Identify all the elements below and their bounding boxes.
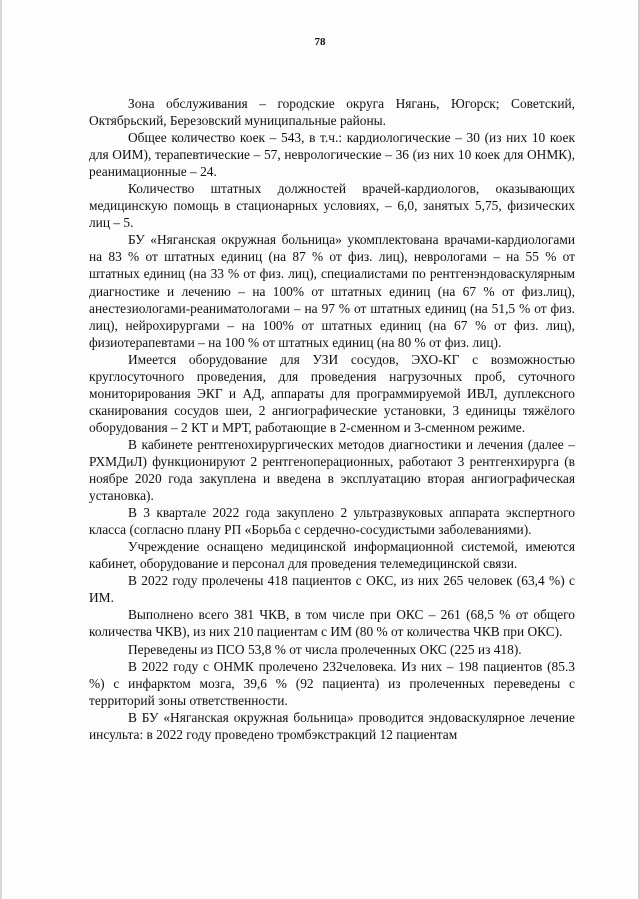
- paragraph-beds: Общее количество коек – 543, в т.ч.: кардиологические – 30 (из них 10 коек для ОИМ), терапевтические – 57, неврологические – 36 (из них 10 коек для ОНМК), реанимационные – 24.: [89, 130, 575, 180]
- paragraph-service-area: Зона обслуживания – городские округа Нягань, Югорск; Советский, Октябрьский, Березовский муниципальные районы.: [89, 96, 575, 129]
- paragraph-transfers: Переведены из ПСО 53,8 % от числа пролеченных ОКС (225 из 418).: [128, 641, 522, 657]
- paragraph-xray-surgery: В кабинете рентгенохирургических методов диагностики и лечения (далее – РХМДиЛ) функционируют 2 рентгеноперационных, работают 3 рентгенхирурга (в ноябре 2020 года закуплена и введена в эксплуатацию вторая ангиографическая установка).: [89, 436, 575, 504]
- paragraph-pci: Выполнено всего 381 ЧКВ, в том числе при ОКС – 261 (68,5 % от общего количества ЧКВ), из них 210 пациентам с ИМ (80 % от количества ЧКВ при ОКС).: [89, 607, 575, 640]
- body-text: [89, 95, 575, 743]
- paragraph-stroke-patients: В 2022 году с ОНМК пролечено 232человека. Из них – 198 пациентов (85.3 %) с инфарктом мозга, 39,6 % (92 пациента) из пролеченных переведены с территорий зоны ответственности.: [89, 658, 575, 708]
- scan-edge-left: [0, 0, 2, 899]
- paragraph-ultrasound-purchase: В 3 квартале 2022 года закуплено 2 ультразвуковых аппарата экспертного класса (согласно плану РП «Борьба с сердечно-сосудистыми заболеваниями).: [89, 505, 575, 538]
- paragraph-equipment: Имеется оборудование для УЗИ сосудов, ЭХО-КГ с возможностью круглосуточного проведения, для проведения нагрузочных проб, суточного мониторирования ЭКГ и АД, аппараты для программируемой ИВЛ, дуплексного сканирования сосудов шеи, 2 ангиографические установки, 3 единицы тяжёлого оборудования – 2 КТ и МРТ, работающие в 2-сменном и 3-сменном режиме.: [89, 351, 575, 435]
- page-number: 78: [314, 36, 326, 48]
- paragraph-oks-patients: В 2022 году пролечены 418 пациентов с ОКС, из них 265 человек (63,4 %) с ИМ.: [89, 573, 575, 606]
- paragraph-staffing: БУ «Няганская окружная больница» укомплектована врачами-кардиологами на 83 % от штатных единиц (на 87 % от физ. лиц), неврологами – на 55 % от штатных единиц (на 33 % от физ. лиц), специалистами по рентгенэндоваскулярным диагностике и лечению – на 100% от штатных единиц (на 67 % от физ.лиц), анестезиологами-реаниматологами – на 97 % от штатных единиц (на 51,5 % от физ. лиц), нейрохирургами – на 100% от штатных единиц (на 67 % от физ. лиц), физиотерапевтами – на 100 % от штатных единиц (на 80 % от физ. лиц).: [89, 232, 575, 350]
- paragraph-information-system: Учреждение оснащено медицинской информационной системой, имеются кабинет, оборудование и персонал для проведения телемедицинской связи.: [89, 539, 575, 572]
- paragraph-cardiologist-positions: Количество штатных должностей врачей-кардиологов, оказывающих медицинскую помощь в стационарных условиях, – 6,0, занятых 5,75, физических лиц – 5.: [89, 181, 575, 231]
- paragraph-endovascular-stroke: В БУ «Няганская окружная больница» проводится эндоваскулярное лечение инсульта: в 2022 году проведено тромбэкстракций 12 пациентам: [89, 709, 575, 742]
